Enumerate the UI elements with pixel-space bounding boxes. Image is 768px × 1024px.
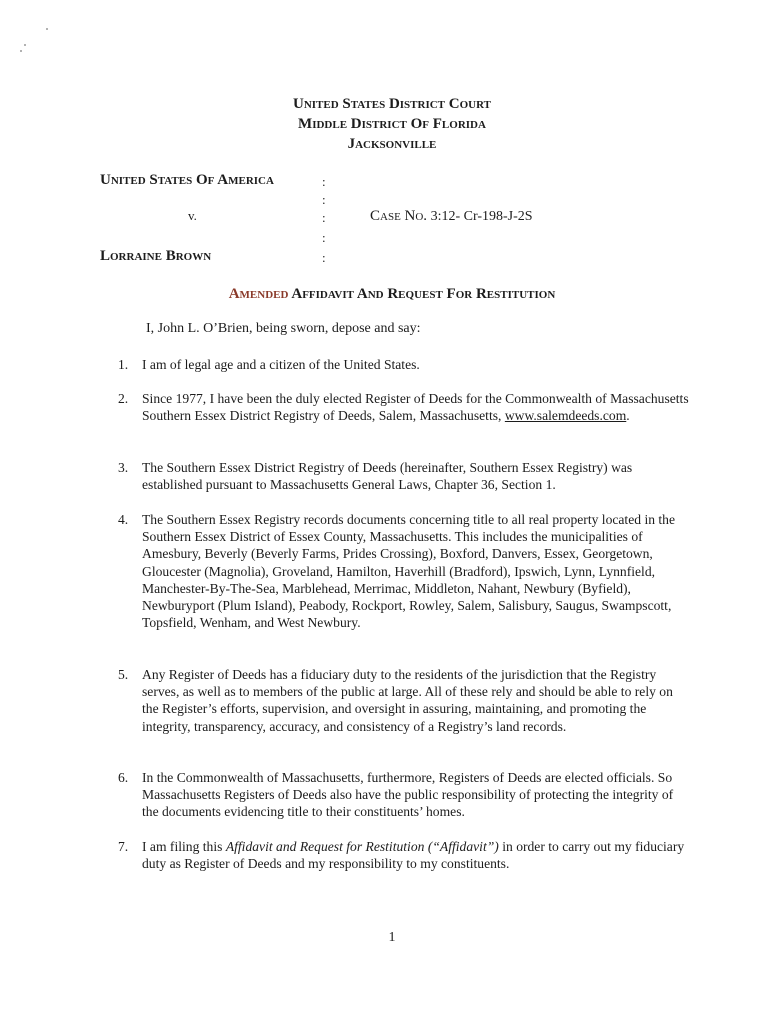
- caption-colon: :: [322, 192, 326, 207]
- scan-speck: [46, 28, 48, 30]
- court-division: Jacksonville: [347, 136, 437, 152]
- paragraph-text: The Southern Essex Registry records documents concerning title to all real property located in the Southern Essex District of Essex County, Massachusetts. This includes the municipalities of Amesbury, Beverly (Beverly Farms, Prides Crossing), Boxford, Danvers, Essex, Georgetown, Gloucester (Magnolia), Groveland, Hamilton, Haverhill (Bradford), Ipswich, Lynn, Lynnfield, Manchester-By-The-Sea, Marblehead, Merrimac, Middleton, Nahant, Newbury (Byfield), Newburyport (Plum Island), Peabody, Rockport, Rowley, Salem, Salisbury, Saugus, Swampscott, Topsfield, Wenham, and West Newbury.: [142, 512, 676, 631]
- paragraph-text: In the Commonwealth of Massachusetts, furthermore, Registers of Deeds are elected officials. So Massachusetts Registers of Deeds also have the public responsibility of protecting the integrity of the documents evidencing title to their constituents’ homes.: [142, 770, 674, 820]
- paragraph-text: [142, 838, 690, 872]
- paragraph-number: 1.: [118, 357, 129, 372]
- paragraph-number: 6.: [118, 770, 129, 785]
- scan-speck: [20, 50, 22, 52]
- case-number-label: Case No.: [370, 208, 428, 224]
- paragraph-text: Any Register of Deeds has a fiduciary duty to the residents of the jurisdiction that the Registry serves, as well as to members of the public at large. All of these rely and should be able to rely on the Register’s efforts, supervision, and oversight in assuring, maintaining, and promoting the integrity, transparency, accuracy, and consistency of a Registry’s land records.: [142, 667, 673, 734]
- affidavit-title-italic: Affidavit and Request for Restitution (“Affidavit”): [225, 839, 499, 854]
- registry-website-link[interactable]: www.salemdeeds.com: [504, 408, 627, 424]
- versus-label: v.: [188, 208, 197, 223]
- caption-colon: :: [322, 250, 326, 265]
- paragraph-text: [142, 390, 690, 424]
- case-number: [370, 208, 533, 225]
- page-number: 1: [388, 930, 396, 945]
- paragraph-number: 4.: [118, 512, 129, 527]
- case-number-value: 3:12- Cr-198-J-2S: [430, 209, 533, 224]
- scan-speck: [24, 44, 26, 46]
- paragraph-tail: .: [626, 408, 630, 424]
- court-name: United States District Court: [292, 96, 491, 112]
- paragraph-text: The Southern Essex District Registry of Deeds (hereinafter, Southern Essex Registry) was established pursuant to Massachusetts General Laws, Chapter 36, Section 1.: [142, 460, 633, 493]
- paragraph-tail: in order to carry out my fiduciary duty as Register of Deeds and my responsibility to my constituents.: [142, 839, 685, 872]
- caption-colon: :: [322, 174, 326, 189]
- paragraph-number: 3.: [118, 460, 129, 475]
- paragraph-text: I am of legal age and a citizen of the United States.: [142, 357, 420, 372]
- court-district: Middle District Of Florida: [298, 116, 486, 132]
- case-caption: [100, 170, 700, 270]
- plaintiff-name: United States Of America: [100, 172, 274, 188]
- paragraph-number: 7.: [118, 839, 129, 854]
- paragraph-body: I am filing this: [142, 839, 223, 854]
- caption-colon: :: [322, 210, 326, 225]
- title-main: Affidavit And Request For Restitution: [291, 286, 556, 302]
- paragraph-number: 5.: [118, 667, 129, 682]
- affidavit-intro: I, John L. O’Brien, being sworn, depose and say:: [146, 321, 421, 336]
- defendant-name: Lorraine Brown: [100, 248, 212, 264]
- caption-colon: :: [322, 230, 326, 245]
- title-amended: Amended: [228, 286, 289, 302]
- paragraph-body: Since 1977, I have been the duly elected Register of Deeds for the Commonwealth of Massachusetts Southern Essex District Registry of Deeds, Salem, Massachusetts,: [142, 391, 689, 424]
- court-heading: [0, 94, 768, 154]
- paragraph-number: 2.: [118, 391, 129, 406]
- document-title: [0, 286, 768, 303]
